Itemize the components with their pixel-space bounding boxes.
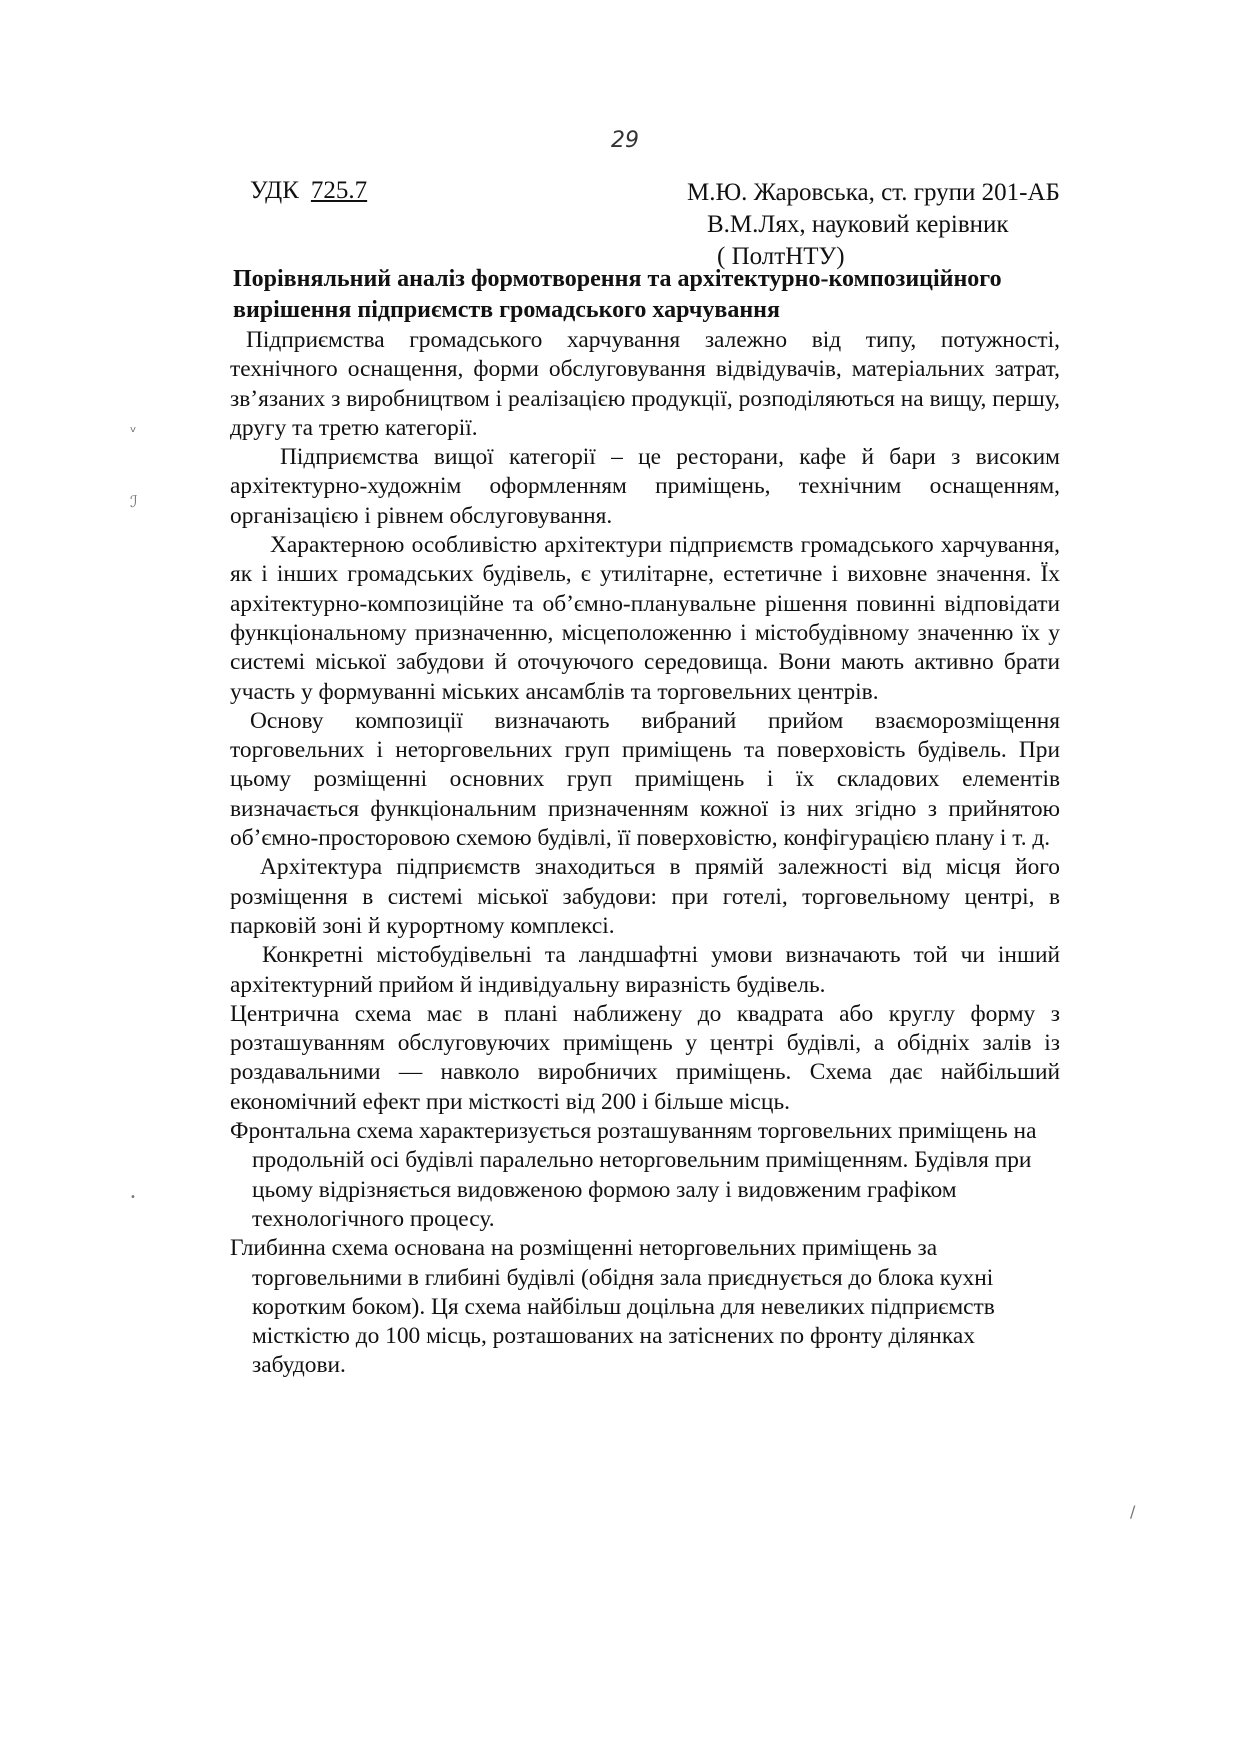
scan-mark: ᵥ [130,417,137,436]
scan-mark: / [1130,1502,1136,1521]
page-number: 29 [611,128,639,153]
author-student: М.Ю. Жаровська, ст. групи 201-АБ [687,179,1060,206]
paragraph-categories: Підприємства громадського харчування залежно від типу, потужності, технічного оснащення, форми обслуговування відвідувачів, матеріальних затрат, зв’язаних з виробництвом і реалізацією продукції, розподіляються на вищу, першу, другу та третю категорії. [230,327,1060,441]
paragraph-deep-scheme: Глибинна схема основана на розміщенні неторговельних приміщень за торговельними в глибині будівлі (обідня зала приєднується до блока кухні коротким боком). Ця схема найбільш доцільна для невеликих підприємств місткістю до 100 місць, розташованих на затіснених по фронту ділянках забудови. [230,1235,995,1379]
authors-block [687,177,1060,273]
author-supervisor: В.М.Лях, науковий керівник [707,211,1009,238]
udk-line [250,177,367,205]
udk-label: УДК [250,177,299,204]
paragraph-frontal-scheme: Фронтальна схема характеризується розташуванням торговельних приміщень на продольній осі будівлі паралельно неторговельним приміщенням. Будівля при цьому відрізняється видовженою формою залу і видовженим графіком технологічного процесу. [230,1118,1037,1232]
scan-mark: • [130,1192,136,1203]
institution: ( ПолтНТУ) [717,243,845,270]
paragraph-highest-category: Підприємства вищої категорії – це ресторани, кафе й бари з високим архітектурно-художнім оформленням приміщень, технічним оснащенням, організацією і рівнем обслуговування. [230,444,1060,529]
paragraph-architecture-features: Характерною особливістю архітектури підприємств громадського харчування, як і інших громадських будівель, є утилітарне, естетичне і виховне значення. Їх архітектурно-композиційне та об’ємно-планувальне рішення повинні відповідати функціональному призначенню, місцеположенню і містобудівному значенню їх у системі міської забудови й оточуючого середовища. Вони мають активно брати участь у формуванні міських ансамблів та торговельних центрів. [230,532,1060,705]
paragraph-conditions: Конкретні містобудівельні та ландшафтні умови визначають той чи інший архітектурний прийом й індивідуальну виразність будівель. [230,942,1060,998]
article-body [230,326,1060,1381]
paragraph-central-scheme: Центрична схема має в плані наближену до квадрата або круглу форму з розташуванням обслуговуючих приміщень у центрі будівлі, а обідніх залів із роздавальними — навколо виробничих приміщень. Схема дає найбільший економічний ефект при місткості від 200 і більше місць. [230,1000,1060,1115]
udk-code: 725.7 [310,177,368,204]
paragraph-composition: Основу композиції визначають вибраний прийом взаєморозміщення торговельних і неторговельних груп приміщень та поверховість будівель. При цьому розміщенні основних груп приміщень і їх складових елементів визначається функціональним призначенням кожної із них згідно з прийнятою об’ємно-просторовою схемою будівлі, її поверховістю, конфігурацією плану і т. д. [230,707,1060,852]
scan-mark: ℐ [130,492,138,511]
article-title: Порівняльний аналіз формотворення та архітектурно-композиційного вирішення підприємств громадського харчування [233,266,1002,323]
paragraph-location: Архітектура підприємств знаходиться в прямій залежності від місця його розміщення в системі міської забудови: при готелі, торговельному центрі, в парковій зоні й курортному комплексі. [230,854,1060,939]
